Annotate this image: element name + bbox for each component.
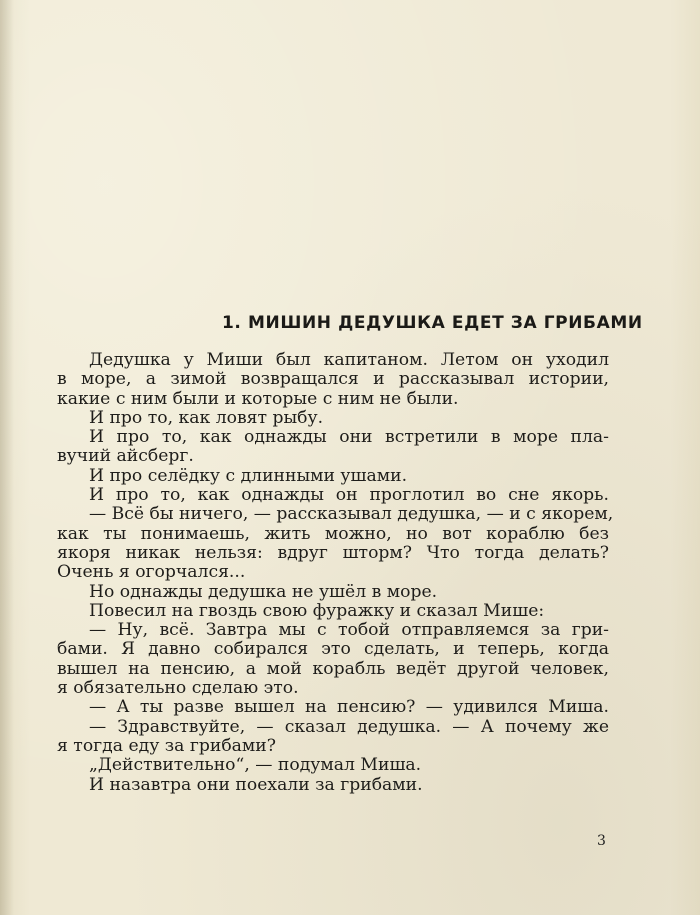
page-number: 3 xyxy=(597,833,606,849)
text-line: бами. Я давно собирался это сделать, и теперь, когда xyxy=(57,639,609,660)
chapter-body-text xyxy=(57,350,614,795)
text-line: как ты понимаешь, жить можно, но вот кораблю без xyxy=(57,523,609,544)
page-spine-shadow xyxy=(0,0,14,915)
text-line: И про то, как однажды они встретили в море пла- xyxy=(89,427,609,448)
chapter-heading: 1. МИШИН ДЕДУШКА ЕДЕТ ЗА ГРИБАМИ xyxy=(222,313,643,333)
text-line: якоря никак нельзя: вдруг шторм? Что тогда делать? xyxy=(57,542,609,563)
text-line: — Ну, всё. Завтра мы с тобой отправляемся за гри- xyxy=(89,620,609,641)
text-line: — Всё бы ничего, — рассказывал дедушка, — и с якорем, xyxy=(89,504,614,525)
text-line: какие с ним были и которые с ним не были. xyxy=(57,388,459,409)
text-line: Дедушка у Миши был капитаном. Летом он уходил xyxy=(89,350,609,370)
text-line: Очень я огорчался... xyxy=(57,562,246,583)
text-line: я обязательно сделаю это. xyxy=(57,678,299,699)
text-line: — А ты разве вышел на пенсию? — удивился Миша. xyxy=(89,697,609,718)
text-line: И про селёдку с длинными ушами. xyxy=(89,465,408,486)
text-line: „Действительно“, — подумал Миша. xyxy=(89,755,422,776)
text-line: И про то, как однажды он проглотил во сне якорь. xyxy=(89,485,609,506)
text-line: вучий айсберг. xyxy=(57,446,194,467)
text-line: вышел на пенсию, а мой корабль ведёт другой человек, xyxy=(57,658,609,679)
text-line: я тогда еду за грибами? xyxy=(57,735,276,756)
text-line: — Здравствуйте, — сказал дедушка. — А почему же xyxy=(89,716,609,737)
text-line: И про то, как ловят рыбу. xyxy=(89,407,324,428)
text-line: Но однажды дедушка не ушёл в море. xyxy=(89,581,438,602)
text-line: в море, а зимой возвращался и рассказывал истории, xyxy=(57,369,609,390)
text-line: Повесил на гвоздь свою фуражку и сказал Мише: xyxy=(89,600,545,621)
text-line: И назавтра они поехали за грибами. xyxy=(89,774,423,795)
